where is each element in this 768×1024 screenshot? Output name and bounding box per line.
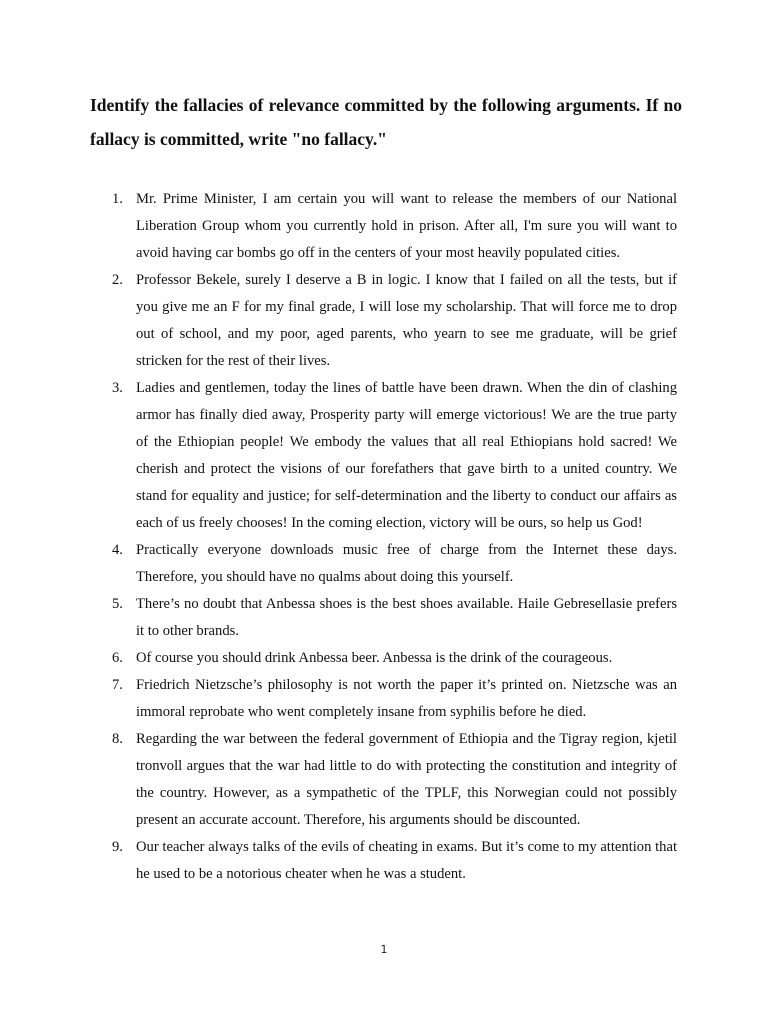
item-number: 5. xyxy=(112,596,123,612)
item-text: There’s no doubt that Anbessa shoes is the best shoes available. Haile Gebresellasie prefers it to other brands. xyxy=(136,596,677,639)
list-item xyxy=(112,375,677,537)
item-text: Friedrich Nietzsche’s philosophy is not worth the paper it’s printed on. Nietzsche was an immoral reprobate who went completely insane from syphilis before he died. xyxy=(136,677,677,720)
item-number: 9. xyxy=(112,839,123,855)
item-text: Professor Bekele, surely I deserve a B in logic. I know that I failed on all the tests, but if you give me an F for my final grade, I will lose my scholarship. That will force me to drop out of school, and my poor, aged parents, who yearn to see me graduate, will be grief stricken for the rest of their lives. xyxy=(136,272,677,369)
instructions-heading: Identify the fallacies of relevance committed by the following arguments. If no fallacy is committed, write "no fallacy." xyxy=(90,95,682,149)
item-number: 3. xyxy=(112,380,123,396)
list-item xyxy=(112,267,677,375)
list-item xyxy=(112,645,677,672)
argument-list xyxy=(112,186,677,888)
list-item xyxy=(112,186,677,267)
item-text: Of course you should drink Anbessa beer. Anbessa is the drink of the courageous. xyxy=(136,650,613,666)
item-number: 8. xyxy=(112,731,123,747)
item-number: 1. xyxy=(112,191,123,207)
list-item xyxy=(112,672,677,726)
list-item xyxy=(112,834,677,888)
item-text: Regarding the war between the federal government of Ethiopia and the Tigray region, kjetil tronvoll argues that the war had little to do with protecting the constitution and integrity of the country. However, as a sympathetic of the TPLF, this Norwegian could not possibly present an accurate account. Therefore, his arguments should be discounted. xyxy=(136,731,677,828)
item-text: Our teacher always talks of the evils of cheating in exams. But it’s come to my attention that he used to be a notorious cheater when he was a student. xyxy=(136,839,677,882)
item-text: Ladies and gentlemen, today the lines of battle have been drawn. When the din of clashing armor has finally died away, Prosperity party will emerge victorious! We are the true party of the Ethiopian people! We embody the values that all real Ethiopians hold sacred! We cherish and protect the visions of our forefathers that gave birth to a united country. We stand for equality and justice; for self-determination and the liberty to conduct our affairs as each of us freely chooses! In the coming election, victory will be ours, so help us God! xyxy=(136,380,677,531)
list-item xyxy=(112,537,677,591)
list-item xyxy=(112,726,677,834)
item-number: 6. xyxy=(112,650,123,666)
page-number: 1 xyxy=(380,943,388,956)
item-number: 7. xyxy=(112,677,123,693)
item-number: 4. xyxy=(112,542,123,558)
item-text: Mr. Prime Minister, I am certain you will want to release the members of our National Liberation Group whom you currently hold in prison. After all, I'm sure you will want to avoid having car bombs go off in the centers of your most heavily populated cities. xyxy=(136,191,677,261)
list-item xyxy=(112,591,677,645)
item-number: 2. xyxy=(112,272,123,288)
item-text: Practically everyone downloads music free of charge from the Internet these days. Therefore, you should have no qualms about doing this yourself. xyxy=(136,542,677,585)
